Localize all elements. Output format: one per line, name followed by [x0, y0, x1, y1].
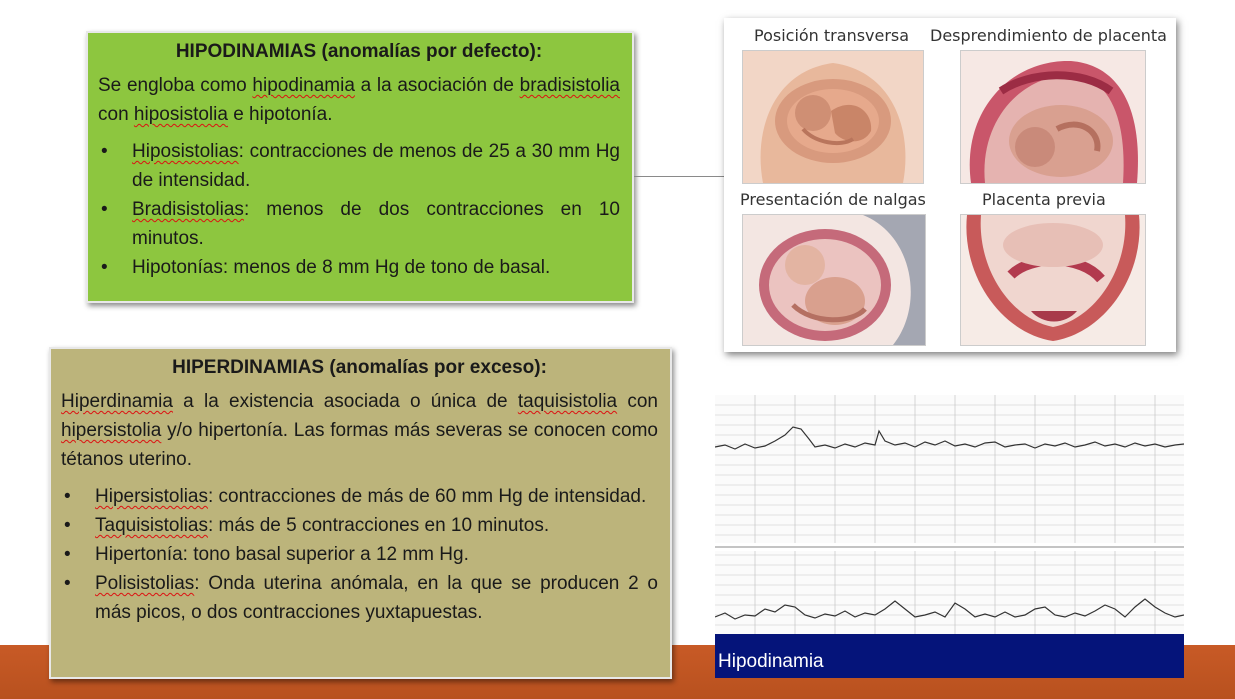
text-run: Se engloba como [98, 75, 253, 96]
text-run: : menos de dos contracciones en 10 minutos. [132, 199, 620, 249]
text-run: : contracciones de más de 60 mm Hg de intensidad. [207, 486, 647, 507]
underlined-term: bradisistolia [519, 75, 620, 96]
bullet-icon: • [101, 199, 108, 220]
underlined-term: taquisistolia [517, 391, 618, 412]
bullet-icon: • [64, 515, 71, 536]
text-run: a la existencia asociada o única de [172, 391, 518, 412]
underlined-term: Hiposistolias [132, 141, 239, 162]
fetal-positions-illustration [724, 18, 1176, 352]
list-item [61, 569, 658, 627]
text-run: Hipotonías: menos de 8 mm Hg de tono de basal. [132, 257, 551, 278]
bullet-icon: • [64, 573, 71, 594]
hipodinamias-list [98, 137, 620, 282]
placental-abruption-image [960, 50, 1146, 184]
connector-line [634, 176, 726, 177]
underlined-term: hipodinamia [252, 75, 355, 96]
list-item [61, 482, 658, 511]
breech-presentation-image [742, 214, 926, 346]
underlined-term: Taquisistolias [95, 515, 208, 536]
ctg-caption: Hipodinamia [715, 634, 1184, 678]
list-item [98, 137, 620, 195]
text-run: y/o hipertonía. Las formas más severas se conocen como tétanos uterino. [61, 420, 658, 470]
caption-desprendimiento: Desprendimiento de placenta [930, 26, 1167, 45]
underlined-term: Bradisistolias [132, 199, 244, 220]
caption-placenta-previa: Placenta previa [982, 190, 1106, 209]
text-run: : Onda uterina anómala, en la que se producen 2 o más picos, o dos contracciones yuxtapuestas. [95, 573, 658, 623]
underlined-term: hipersistolia [61, 420, 162, 441]
bullet-icon: • [101, 257, 108, 278]
bullet-icon: • [64, 486, 71, 507]
list-item [61, 511, 658, 540]
underlined-term: Hiperdinamia [61, 391, 173, 412]
list-item [61, 540, 658, 569]
text-run: con [98, 104, 134, 125]
text-run: Hipertonía: tono basal superior a 12 mm Hg. [95, 544, 469, 565]
underlined-term: Polisistolias [95, 573, 195, 594]
caption-posicion-transversa: Posición transversa [754, 26, 910, 45]
hiperdinamias-intro [61, 387, 658, 474]
placenta-previa-image [960, 214, 1146, 346]
hipodinamias-box [86, 31, 634, 303]
transverse-position-image [742, 50, 924, 184]
hipodinamias-intro [98, 71, 620, 129]
list-item [98, 253, 620, 282]
bullet-icon: • [101, 141, 108, 162]
list-item [98, 195, 620, 253]
bullet-icon: • [64, 544, 71, 565]
text-run: a la asociación de [354, 75, 520, 96]
hiperdinamias-box [49, 347, 672, 679]
text-run: e hipotonía. [227, 104, 333, 125]
underlined-term: hiposistolia [133, 104, 228, 125]
text-run: con [617, 391, 658, 412]
hiperdinamias-title: HIPERDINAMIAS (anomalías por exceso): [172, 357, 547, 378]
text-run: : más de 5 contracciones en 10 minutos. [208, 515, 550, 536]
underlined-term: Hipersistolias [95, 486, 208, 507]
caption-presentacion-nalgas: Presentación de nalgas [740, 190, 926, 209]
cardiotocography-trace [715, 395, 1184, 678]
text-run: : contracciones de menos de 25 a 30 mm Hg de intensidad. [132, 141, 620, 191]
hiperdinamias-list [61, 482, 658, 627]
hipodinamias-title: HIPODINAMIAS (anomalías por defecto): [175, 41, 543, 62]
